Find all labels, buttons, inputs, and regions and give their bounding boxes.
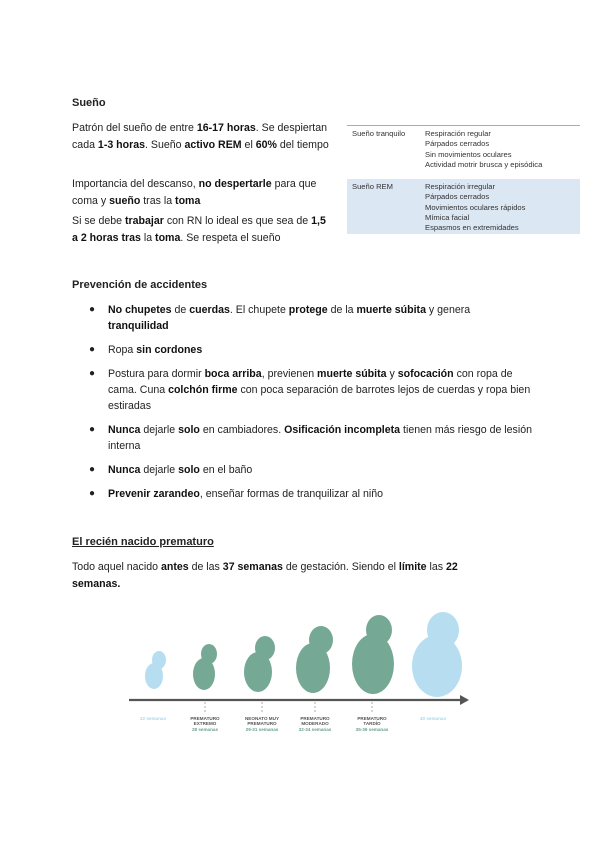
stage-name-label: PREMATURO MODERADO	[300, 716, 330, 727]
sleep-table-item: Párpados cerrados	[425, 192, 490, 202]
list-item	[72, 486, 532, 502]
sleep-table-row	[347, 126, 580, 179]
fetus-28-icon	[193, 644, 217, 690]
bullet-icon: ●	[89, 344, 96, 355]
sleep-table-item: Espasmos en extremidades	[425, 223, 519, 233]
bullet-icon: ●	[89, 304, 96, 315]
bullet-icon: ●	[89, 424, 96, 435]
prevencion-list	[72, 302, 532, 510]
stage-name-label: PREMATURO EXTREMO	[190, 716, 220, 727]
stage-weeks-label: 28 semanas	[191, 727, 219, 732]
sleep-table-item: Respiración irregular	[425, 182, 496, 191]
list-item-text: No chupetes de cuerdas. El chupete protege de la muerte súbita y genera tranquilidad	[108, 304, 471, 332]
list-item	[72, 342, 532, 358]
fetus-40-icon	[412, 612, 462, 697]
sleep-table-item: Movimientos oculares rápidos	[425, 202, 526, 212]
sleep-table-item: Sin movimientos oculares	[425, 149, 512, 159]
sueno-paragraph-2: Importancia del descanso, no despertarle para que coma y sueño tras la toma	[72, 178, 317, 207]
stage-weeks-label: 29-31 semanas	[245, 727, 279, 732]
stage-weeks-label: 32-34 semanas	[298, 727, 332, 732]
sleep-table-item: Actividad motrir brusca y episódica	[425, 159, 543, 169]
section-title-prevencion: Prevención de accidentes	[72, 279, 208, 291]
timeline-arrow-icon	[460, 695, 469, 705]
list-item-text: Nunca dejarle solo en cambiadores. Osificación incompleta tienen más riesgo de lesión interna	[108, 424, 532, 452]
list-item	[72, 302, 532, 334]
sleep-table	[347, 125, 580, 234]
section-title-sueno: Sueño	[72, 97, 106, 109]
fetus-33-icon	[296, 626, 333, 693]
sleep-table-cell	[425, 126, 580, 179]
list-item-text: Prevenir zarandeo, enseñar formas de tranquilizar al niño	[108, 488, 383, 500]
list-item-text: Postura para dormir boca arriba, previenen muerte súbita y sofocación con ropa de cama. Cuna colchón firme con poca separación de barrotes lejos de cuerdas y ropa bien estiradas	[108, 368, 531, 412]
stage-weeks-label: 22 semanas	[139, 716, 167, 721]
stage-weeks-label: 40 semanas	[419, 716, 447, 721]
sleep-table-item: Respiración regular	[425, 129, 491, 138]
sueno-paragraph-1: Patrón del sueño de entre 16-17 horas. Se despiertan cada 1-3 horas. Sueño activo REM el 60% del tiempo	[72, 122, 329, 151]
sleep-table-label: Sueño tranquilo	[352, 129, 406, 138]
stage-name-label: PREMATURO TARDÍO	[357, 716, 387, 727]
sleep-table-item: Mímica facial	[425, 212, 470, 222]
list-item	[72, 422, 532, 454]
list-item-text: Nunca dejarle solo en el baño	[108, 464, 253, 476]
timeline-ticks	[205, 702, 372, 712]
bullet-icon: ●	[89, 488, 96, 499]
fetal-development-figure	[125, 608, 475, 743]
fetus-30-icon	[244, 636, 275, 692]
stage-weeks-label: 35-36 semanas	[355, 727, 389, 732]
fetus-22-icon	[145, 651, 166, 689]
sleep-table-cell	[425, 179, 580, 234]
stage-name-label: NEONATO MUY PREMATURO	[244, 716, 280, 727]
sueno-paragraph-3: Si se debe trabajar con RN lo ideal es que sea de 1,5 a 2 horas tras la toma. Se respeta el sueño	[72, 215, 326, 244]
list-item	[72, 366, 532, 414]
section-title-prematuro: El recién nacido prematuro	[72, 536, 214, 548]
fetus-36-icon	[352, 615, 394, 694]
list-item	[72, 462, 532, 478]
bullet-icon: ●	[89, 464, 96, 475]
sleep-table-item: Párpados cerrados	[425, 139, 490, 149]
sleep-table-row	[347, 179, 580, 234]
list-item-text: Ropa sin cordones	[108, 344, 203, 356]
bullet-icon: ●	[89, 368, 96, 379]
prematuro-paragraph: Todo aquel nacido antes de las 37 semanas de gestación. Siendo el límite las 22 semanas.	[72, 561, 458, 590]
sleep-table-label: Sueño REM	[352, 182, 393, 191]
